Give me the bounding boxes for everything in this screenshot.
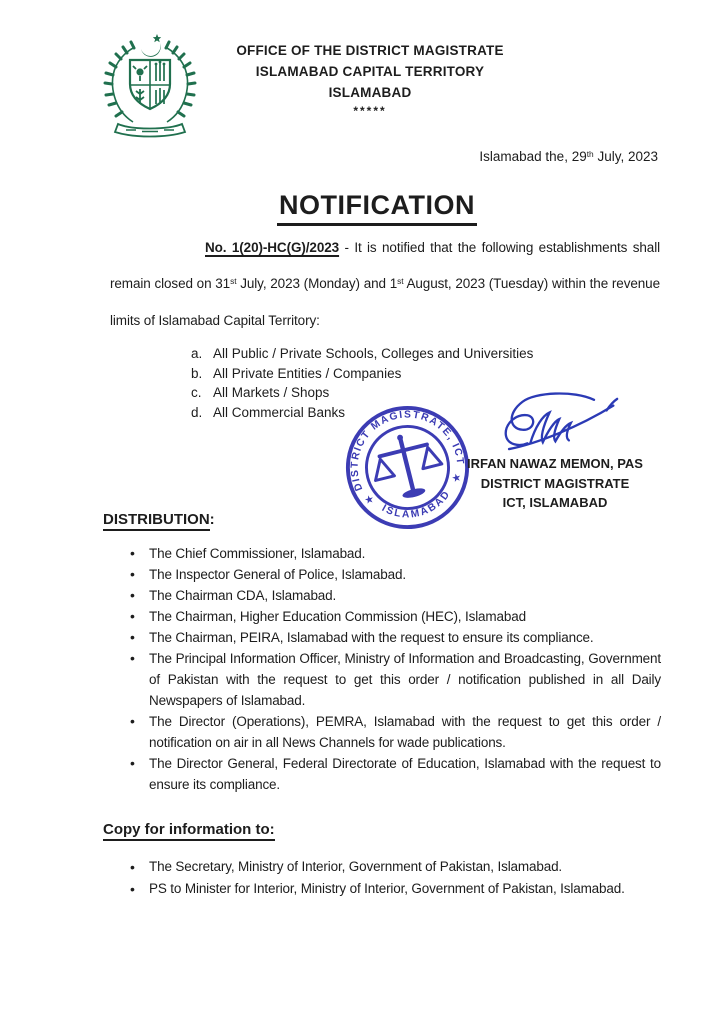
signatory-designation: DISTRICT MAGISTRATE: [480, 475, 630, 491]
list-item: c. All Markets / Shops: [191, 385, 330, 400]
copy-info-list: [130, 856, 661, 900]
bullet-icon: •: [130, 608, 135, 624]
reference-number: No. 1(20)-HC(G)/2023: [205, 240, 340, 255]
signatory-block: [455, 454, 655, 513]
signature-ink-icon: [482, 388, 622, 458]
list-item: • The Director General, Federal Directorate of Education, Islamabad with the request to ensure its compliance.: [130, 753, 661, 795]
list-item: • The Chairman, Higher Education Commission (HEC), Islamabad: [130, 606, 661, 627]
seal-arc-bottom-text: ISLAMABAD: [379, 488, 454, 521]
divider-stars: *****: [353, 104, 387, 118]
office-line1: OFFICE OF THE DISTRICT MAGISTRATE: [236, 43, 504, 58]
distribution-list: [130, 543, 661, 795]
list-item: • The Secretary, Ministry of Interior, Government of Pakistan, Islamabad.: [130, 856, 661, 878]
list-item: a. All Public / Private Schools, Colleges and Universities: [191, 346, 534, 361]
bullet-icon: •: [130, 587, 135, 603]
bullet-icon: •: [130, 859, 135, 875]
list-item: • The Inspector General of Police, Islamabad.: [130, 564, 661, 585]
letterhead: [112, 40, 628, 118]
office-line3: ISLAMABAD: [328, 85, 412, 100]
date-line: Islamabad the, 29th July, 2023: [479, 149, 658, 164]
list-item: • The Chairman CDA, Islamabad.: [130, 585, 661, 606]
seal-star-left: ★: [363, 493, 376, 508]
list-item: • The Director (Operations), PEMRA, Islamabad with the request to get this order / notification on air in all News Channels for wade publications.: [130, 711, 661, 753]
list-item: • The Chairman, PEIRA, Islamabad with the request to ensure its compliance.: [130, 627, 661, 648]
district-magistrate-seal-stamp: [344, 404, 471, 531]
list-item: • The Principal Information Officer, Ministry of Information and Broadcasting, Government of Pakistan with the request to get this order / notification published in all Daily Newspapers of Islamabad.: [130, 648, 661, 711]
list-item: b. All Private Entities / Companies: [191, 365, 402, 381]
notification-title: NOTIFICATION: [277, 190, 477, 226]
distribution-heading: DISTRIBUTION:: [103, 511, 215, 531]
date-superscript: th: [586, 149, 594, 160]
list-item: • PS to Minister for Interior, Ministry of Interior, Government of Pakistan, Islamabad.: [130, 878, 661, 900]
copy-info-heading: Copy for information to:: [103, 821, 275, 841]
seal-arc-top-text: DISTRICT MAGISTRATE, ICT: [349, 409, 466, 493]
signatory-office: ICT, ISLAMABAD: [502, 495, 608, 510]
bullet-icon: •: [130, 881, 135, 897]
bullet-icon: •: [130, 545, 135, 561]
bullet-icon: •: [130, 629, 135, 645]
list-item: d. All Commercial Banks: [191, 404, 346, 420]
bullet-icon: •: [130, 650, 135, 666]
list-item: • The Chief Commissioner, Islamabad.: [130, 543, 661, 564]
bullet-icon: •: [130, 713, 135, 729]
intro-paragraph: No. 1(20)-HC(G)/2023 - It is notified that the following establishments shall remain closed on 31st July, 2023 (Monday) and 1st August, 2023 (Tuesday) within the revenue limits of Islamabad Capital Territory:: [110, 240, 660, 328]
office-line2: ISLAMABAD CAPITAL TERRITORY: [255, 64, 485, 79]
title-row: [0, 190, 724, 226]
bullet-icon: •: [130, 566, 135, 582]
signatory-name: IRFAN NAWAZ MEMON, PAS: [467, 456, 643, 471]
bullet-icon: •: [130, 755, 135, 771]
seal-star-right: ★: [450, 471, 463, 486]
